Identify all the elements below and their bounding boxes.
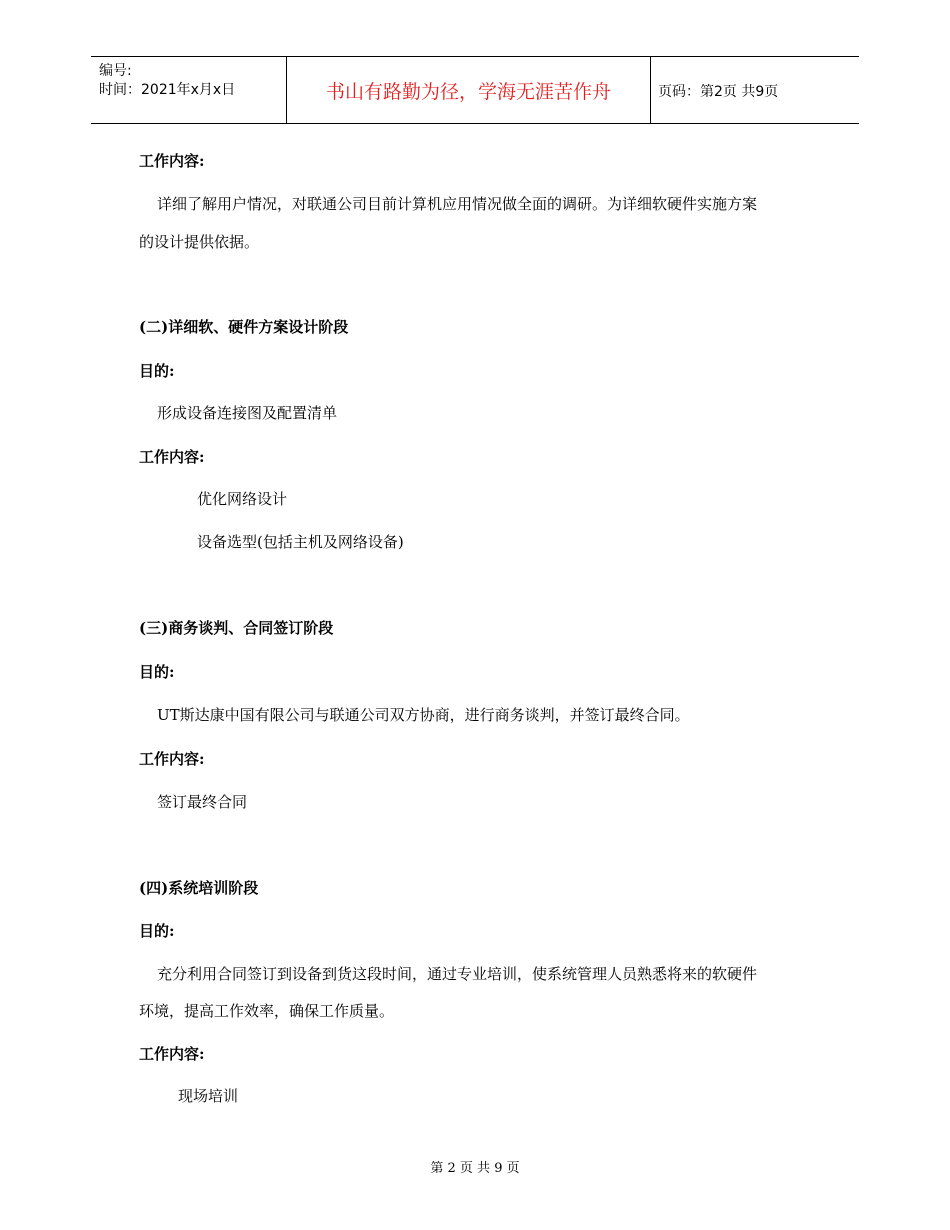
work-content-heading: 工作内容:: [139, 152, 205, 170]
list-item: 设备选型(包括主机及网络设备): [197, 533, 404, 551]
purpose-heading: 目的:: [139, 362, 175, 380]
list-item: 现场培训: [178, 1087, 239, 1105]
paragraph-line: 的设计提供依据。: [139, 233, 260, 251]
page-footer: 第 2 页 共 9 页: [430, 1161, 520, 1176]
header-page-number: 页码：第2页 共9页: [658, 84, 779, 100]
time-label: 时间：2021年x月x日: [99, 82, 236, 98]
number-label: 编号:: [99, 63, 132, 79]
page-header: [91, 56, 859, 124]
header-motto-cell: [286, 57, 651, 123]
section-heading-2: (二)详细软、硬件方案设计阶段: [139, 318, 349, 336]
header-right-cell: [650, 57, 859, 123]
paragraph-line: 充分利用合同签订到设备到货这段时间，通过专业培训，使系统管理人员熟悉将来的软硬件: [157, 965, 758, 983]
paragraph-line: 环境，提高工作效率，确保工作质量。: [139, 1002, 395, 1020]
paragraph-line: 详细了解用户情况，对联通公司目前计算机应用情况做全面的调研。为详细软硬件实施方案: [157, 195, 758, 213]
section-heading-3: (三)商务谈判、合同签订阶段: [139, 619, 334, 637]
work-content-heading: 工作内容:: [139, 448, 205, 466]
list-item: 优化网络设计: [197, 490, 288, 508]
paragraph-line: 签订最终合同: [157, 793, 248, 811]
motto: 书山有路勤为径，学海无涯苦作舟: [325, 81, 611, 103]
work-content-heading: 工作内容:: [139, 1045, 205, 1063]
header-left-cell: [91, 57, 286, 123]
purpose-heading: 目的:: [139, 663, 175, 681]
purpose-heading: 目的:: [139, 922, 175, 940]
paragraph-line: UT斯达康中国有限公司与联通公司双方协商，进行商务谈判，并签订最终合同。: [157, 706, 690, 724]
work-content-heading: 工作内容:: [139, 750, 205, 768]
paragraph-line: 形成设备连接图及配置清单: [157, 404, 338, 422]
section-heading-4: (四)系统培训阶段: [139, 879, 259, 897]
